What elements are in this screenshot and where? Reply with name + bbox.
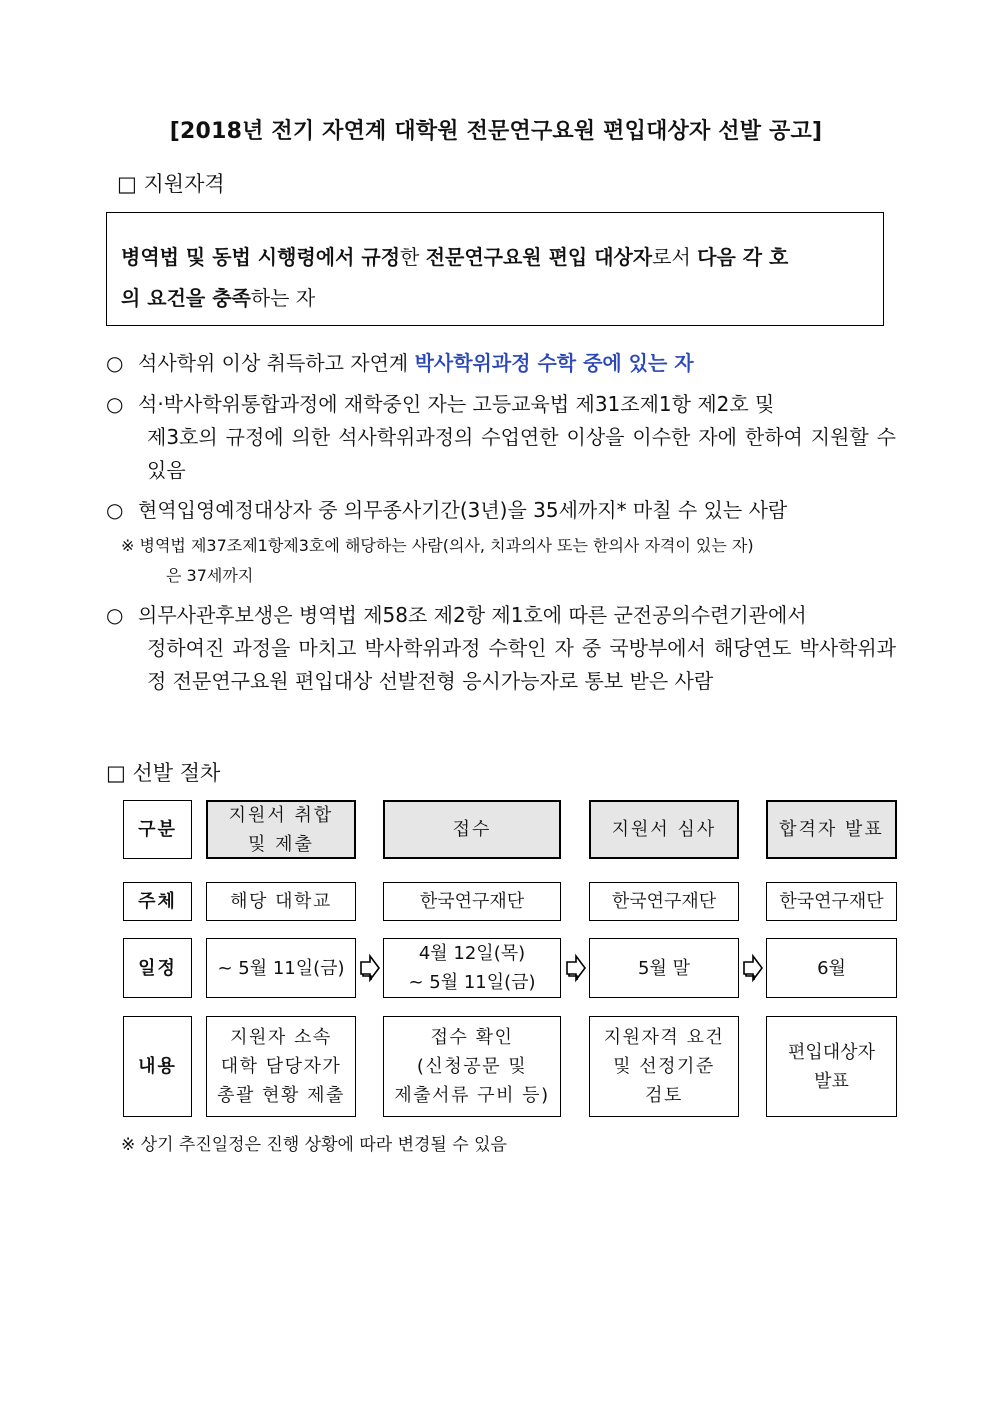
qualification-item-1 xyxy=(106,347,896,380)
circle-bullet-icon: ○ xyxy=(106,498,124,522)
circle-bullet-icon: ○ xyxy=(106,392,124,416)
header-reception: 접수 xyxy=(383,800,561,859)
circle-bullet-icon: ○ xyxy=(106,603,124,627)
header-application-review: 지원서 심사 xyxy=(589,800,739,859)
content-cell-4: 편입대상자 발표 xyxy=(766,1016,897,1117)
right-arrow-icon xyxy=(565,953,587,983)
right-arrow-icon xyxy=(742,953,764,983)
schedule-footnote: ※ 상기 추진일정은 진행 상황에 따라 변경될 수 있음 xyxy=(121,1135,507,1155)
row-label-contents: 내용 xyxy=(123,1016,192,1117)
box-text-bold-4: 의 요건을 충족 xyxy=(121,286,251,310)
schedule-cell-4: 6월 xyxy=(766,938,897,998)
right-arrow-icon xyxy=(359,953,381,983)
row-label-agent: 주체 xyxy=(123,882,192,921)
schedule-cell-1: ~ 5월 11일(금) xyxy=(206,938,356,998)
content-cell-2: 접수 확인 (신청공문 및 제출서류 구비 등) xyxy=(383,1016,561,1117)
header-result-announcement: 합격자 발표 xyxy=(766,800,897,859)
item-emphasis-text: 박사학위과정 수학 중에 있는 자 xyxy=(414,351,694,375)
qualification-summary-box xyxy=(106,212,884,326)
content-cell-3: 지원자격 요건 및 선정기준 검토 xyxy=(589,1016,739,1117)
item-text: 석사학위 이상 취득하고 자연계 xyxy=(138,351,415,375)
box-text-1: 한 xyxy=(400,245,426,269)
box-text-bold-3: 다음 각 호 xyxy=(697,245,789,269)
item-continuation-text: 정하여진 과정을 마치고 박사학위과정 수학인 자 중 국방부에서 해당연도 박사학위과정 전문연구요원 편입대상 선발전형 응시가능자로 통보 받은 사람 xyxy=(147,636,896,693)
item-text: 석·박사학위통합과정에 재학중인 자는 고등교육법 제31조제1항 제2호 및 xyxy=(138,392,775,416)
qualification-item-2 xyxy=(106,388,896,487)
row-label-category: 구분 xyxy=(123,800,192,859)
agent-cell-2: 한국연구재단 xyxy=(383,882,561,921)
schedule-cell-2: 4월 12일(목) ~ 5월 11일(금) xyxy=(383,938,561,998)
box-text-2: 로서 xyxy=(652,245,698,269)
section-qualification-heading: □ 지원자격 xyxy=(117,172,225,196)
box-text-3: 하는 자 xyxy=(250,286,316,310)
agent-cell-3: 한국연구재단 xyxy=(589,882,739,921)
agent-cell-1: 해당 대학교 xyxy=(206,882,356,921)
row-label-schedule: 일정 xyxy=(123,938,192,998)
age-note-line-1: ※ 병역법 제37조제1항제3호에 해당하는 사람(의사, 치과의사 또는 한의사 자격이 있는 자) xyxy=(121,536,754,555)
schedule-cell-3: 5월 말 xyxy=(589,938,739,998)
page-title: [2018년 전기 자연계 대학원 전문연구요원 편입대상자 선발 공고] xyxy=(169,119,823,144)
box-text-bold-2: 전문연구요원 편입 대상자 xyxy=(425,245,653,269)
qualification-item-3 xyxy=(106,494,896,527)
item-continuation-text: 제3호의 규정에 의한 석사학위과정의 수업연한 이상을 이수한 자에 한하여 지원할 수 있음 xyxy=(147,425,896,482)
agent-cell-4: 한국연구재단 xyxy=(766,882,897,921)
box-text-bold-1: 병역법 및 동법 시행령에서 규정 xyxy=(121,245,401,269)
qualification-item-4 xyxy=(106,599,896,698)
section-procedure-heading: □ 선발 절차 xyxy=(106,761,221,785)
header-application-collection: 지원서 취합 및 제출 xyxy=(206,800,356,859)
item-text: 현역입영예정대상자 중 의무종사기간(3년)을 35세까지* 마칠 수 있는 사람 xyxy=(138,498,788,522)
age-note-line-2: 은 37세까지 xyxy=(166,566,254,585)
content-cell-1: 지원자 소속 대학 담당자가 총괄 현황 제출 xyxy=(206,1016,356,1117)
item-text: 의무사관후보생은 병역법 제58조 제2항 제1호에 따른 군전공의수련기관에서 xyxy=(138,603,807,627)
circle-bullet-icon: ○ xyxy=(106,351,124,375)
